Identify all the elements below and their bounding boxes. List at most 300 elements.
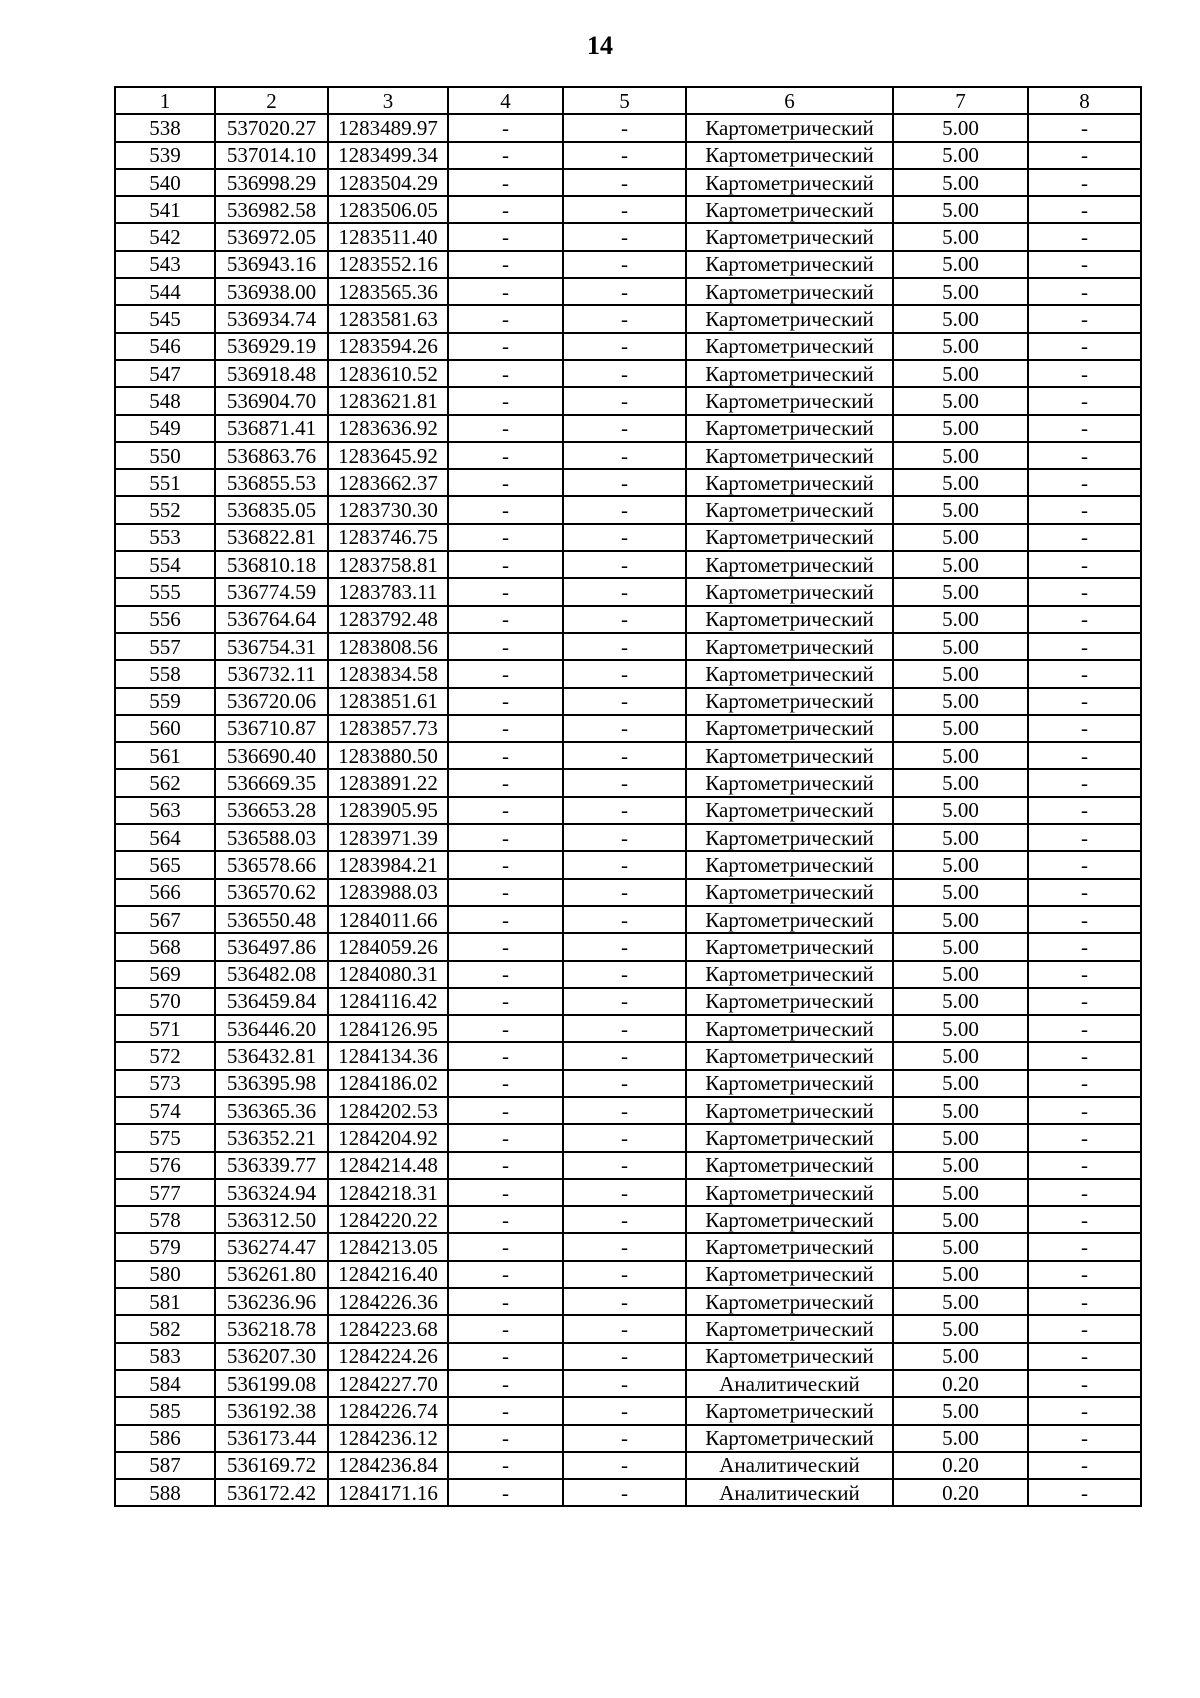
method-cell: Картометрический — [686, 1288, 893, 1315]
x-coordinate-cell: 536339.77 — [215, 1152, 328, 1179]
point-number-cell: 541 — [115, 196, 215, 223]
col4-cell: - — [448, 360, 563, 387]
y-coordinate-cell: 1284126.95 — [328, 1015, 448, 1042]
point-number-cell: 543 — [115, 251, 215, 278]
col8-cell: - — [1028, 1452, 1141, 1479]
col5-cell: - — [563, 524, 686, 551]
accuracy-cell: 5.00 — [893, 415, 1028, 442]
col4-cell: - — [448, 114, 563, 141]
method-cell: Картометрический — [686, 851, 893, 878]
col8-cell: - — [1028, 278, 1141, 305]
col5-cell: - — [563, 142, 686, 169]
point-number-cell: 549 — [115, 415, 215, 442]
y-coordinate-cell: 1283834.58 — [328, 660, 448, 687]
y-coordinate-cell: 1283504.29 — [328, 169, 448, 196]
point-number-cell: 580 — [115, 1261, 215, 1288]
col4-cell: - — [448, 169, 563, 196]
accuracy-cell: 5.00 — [893, 797, 1028, 824]
table-row — [115, 415, 1141, 442]
x-coordinate-cell: 536199.08 — [215, 1370, 328, 1397]
x-coordinate-cell: 536236.96 — [215, 1288, 328, 1315]
accuracy-cell: 5.00 — [893, 114, 1028, 141]
y-coordinate-cell: 1284226.74 — [328, 1397, 448, 1424]
accuracy-cell: 5.00 — [893, 769, 1028, 796]
y-coordinate-cell: 1283662.37 — [328, 469, 448, 496]
method-cell: Картометрический — [686, 1397, 893, 1424]
x-coordinate-cell: 536929.19 — [215, 333, 328, 360]
col4-cell: - — [448, 469, 563, 496]
method-cell: Картометрический — [686, 742, 893, 769]
point-number-cell: 554 — [115, 551, 215, 578]
table-row — [115, 961, 1141, 988]
accuracy-cell: 5.00 — [893, 496, 1028, 523]
col4-cell: - — [448, 1206, 563, 1233]
header-cell: 6 — [686, 87, 893, 114]
col5-cell: - — [563, 906, 686, 933]
col5-cell: - — [563, 1042, 686, 1069]
method-cell: Картометрический — [686, 961, 893, 988]
method-cell: Картометрический — [686, 442, 893, 469]
col4-cell: - — [448, 851, 563, 878]
col8-cell: - — [1028, 142, 1141, 169]
accuracy-cell: 5.00 — [893, 524, 1028, 551]
y-coordinate-cell: 1284216.40 — [328, 1261, 448, 1288]
x-coordinate-cell: 536938.00 — [215, 278, 328, 305]
method-cell: Картометрический — [686, 1042, 893, 1069]
y-coordinate-cell: 1283851.61 — [328, 688, 448, 715]
accuracy-cell: 5.00 — [893, 1097, 1028, 1124]
y-coordinate-cell: 1283565.36 — [328, 278, 448, 305]
point-number-cell: 557 — [115, 633, 215, 660]
accuracy-cell: 5.00 — [893, 1179, 1028, 1206]
method-cell: Картометрический — [686, 1124, 893, 1151]
col5-cell: - — [563, 633, 686, 660]
accuracy-cell: 5.00 — [893, 1425, 1028, 1452]
method-cell: Аналитический — [686, 1479, 893, 1506]
col4-cell: - — [448, 933, 563, 960]
col8-cell: - — [1028, 333, 1141, 360]
col8-cell: - — [1028, 114, 1141, 141]
col8-cell: - — [1028, 1070, 1141, 1097]
col8-cell: - — [1028, 1397, 1141, 1424]
col4-cell: - — [448, 715, 563, 742]
x-coordinate-cell: 536192.38 — [215, 1397, 328, 1424]
col8-cell: - — [1028, 578, 1141, 605]
col8-cell: - — [1028, 1288, 1141, 1315]
col8-cell: - — [1028, 933, 1141, 960]
method-cell: Аналитический — [686, 1370, 893, 1397]
method-cell: Картометрический — [686, 1315, 893, 1342]
col8-cell: - — [1028, 551, 1141, 578]
x-coordinate-cell: 536972.05 — [215, 223, 328, 250]
method-cell: Картометрический — [686, 1152, 893, 1179]
col5-cell: - — [563, 933, 686, 960]
col5-cell: - — [563, 1452, 686, 1479]
x-coordinate-cell: 536446.20 — [215, 1015, 328, 1042]
x-coordinate-cell: 536218.78 — [215, 1315, 328, 1342]
col4-cell: - — [448, 1343, 563, 1370]
x-coordinate-cell: 536732.11 — [215, 660, 328, 687]
x-coordinate-cell: 536710.87 — [215, 715, 328, 742]
col8-cell: - — [1028, 1370, 1141, 1397]
x-coordinate-cell: 536690.40 — [215, 742, 328, 769]
y-coordinate-cell: 1284080.31 — [328, 961, 448, 988]
col4-cell: - — [448, 1152, 563, 1179]
accuracy-cell: 5.00 — [893, 1124, 1028, 1151]
table-row — [115, 1288, 1141, 1315]
method-cell: Картометрический — [686, 797, 893, 824]
method-cell: Картометрический — [686, 879, 893, 906]
col4-cell: - — [448, 142, 563, 169]
col8-cell: - — [1028, 1124, 1141, 1151]
x-coordinate-cell: 536324.94 — [215, 1179, 328, 1206]
point-number-cell: 573 — [115, 1070, 215, 1097]
method-cell: Картометрический — [686, 633, 893, 660]
point-number-cell: 569 — [115, 961, 215, 988]
table-row — [115, 551, 1141, 578]
accuracy-cell: 5.00 — [893, 1315, 1028, 1342]
col8-cell: - — [1028, 688, 1141, 715]
point-number-cell: 574 — [115, 1097, 215, 1124]
header-cell: 2 — [215, 87, 328, 114]
method-cell: Картометрический — [686, 578, 893, 605]
col5-cell: - — [563, 223, 686, 250]
header-row — [115, 87, 1141, 114]
x-coordinate-cell: 536774.59 — [215, 578, 328, 605]
point-number-cell: 577 — [115, 1179, 215, 1206]
point-number-cell: 547 — [115, 360, 215, 387]
y-coordinate-cell: 1284134.36 — [328, 1042, 448, 1069]
col5-cell: - — [563, 169, 686, 196]
table-header — [115, 87, 1141, 114]
accuracy-cell: 5.00 — [893, 442, 1028, 469]
accuracy-cell: 5.00 — [893, 196, 1028, 223]
col5-cell: - — [563, 251, 686, 278]
table-row — [115, 387, 1141, 414]
table-row — [115, 169, 1141, 196]
x-coordinate-cell: 536352.21 — [215, 1124, 328, 1151]
accuracy-cell: 0.20 — [893, 1452, 1028, 1479]
col8-cell: - — [1028, 906, 1141, 933]
accuracy-cell: 5.00 — [893, 1015, 1028, 1042]
x-coordinate-cell: 536918.48 — [215, 360, 328, 387]
table-row — [115, 578, 1141, 605]
col5-cell: - — [563, 551, 686, 578]
col4-cell: - — [448, 524, 563, 551]
accuracy-cell: 5.00 — [893, 469, 1028, 496]
point-number-cell: 587 — [115, 1452, 215, 1479]
coordinates-table — [114, 86, 1142, 1507]
y-coordinate-cell: 1283746.75 — [328, 524, 448, 551]
table-row — [115, 278, 1141, 305]
table-row — [115, 633, 1141, 660]
point-number-cell: 552 — [115, 496, 215, 523]
x-coordinate-cell: 536261.80 — [215, 1261, 328, 1288]
y-coordinate-cell: 1283511.40 — [328, 223, 448, 250]
table-row — [115, 1370, 1141, 1397]
x-coordinate-cell: 536497.86 — [215, 933, 328, 960]
col4-cell: - — [448, 1070, 563, 1097]
col4-cell: - — [448, 578, 563, 605]
col4-cell: - — [448, 797, 563, 824]
point-number-cell: 558 — [115, 660, 215, 687]
col8-cell: - — [1028, 305, 1141, 332]
header-cell: 8 — [1028, 87, 1141, 114]
table-row — [115, 1343, 1141, 1370]
x-coordinate-cell: 536432.81 — [215, 1042, 328, 1069]
y-coordinate-cell: 1284220.22 — [328, 1206, 448, 1233]
col4-cell: - — [448, 251, 563, 278]
col5-cell: - — [563, 988, 686, 1015]
point-number-cell: 578 — [115, 1206, 215, 1233]
accuracy-cell: 5.00 — [893, 1152, 1028, 1179]
col4-cell: - — [448, 415, 563, 442]
method-cell: Картометрический — [686, 360, 893, 387]
table-row — [115, 524, 1141, 551]
table-row — [115, 797, 1141, 824]
col5-cell: - — [563, 578, 686, 605]
point-number-cell: 550 — [115, 442, 215, 469]
col4-cell: - — [448, 1097, 563, 1124]
table-row — [115, 1315, 1141, 1342]
accuracy-cell: 5.00 — [893, 988, 1028, 1015]
point-number-cell: 581 — [115, 1288, 215, 1315]
table-row — [115, 442, 1141, 469]
method-cell: Картометрический — [686, 988, 893, 1015]
accuracy-cell: 5.00 — [893, 333, 1028, 360]
point-number-cell: 540 — [115, 169, 215, 196]
accuracy-cell: 5.00 — [893, 1042, 1028, 1069]
col5-cell: - — [563, 769, 686, 796]
x-coordinate-cell: 536207.30 — [215, 1343, 328, 1370]
point-number-cell: 572 — [115, 1042, 215, 1069]
table-row — [115, 360, 1141, 387]
method-cell: Картометрический — [686, 196, 893, 223]
accuracy-cell: 5.00 — [893, 1261, 1028, 1288]
method-cell: Картометрический — [686, 824, 893, 851]
col8-cell: - — [1028, 1315, 1141, 1342]
point-number-cell: 560 — [115, 715, 215, 742]
col4-cell: - — [448, 1425, 563, 1452]
col4-cell: - — [448, 633, 563, 660]
point-number-cell: 571 — [115, 1015, 215, 1042]
point-number-cell: 588 — [115, 1479, 215, 1506]
col4-cell: - — [448, 1015, 563, 1042]
col5-cell: - — [563, 1397, 686, 1424]
method-cell: Картометрический — [686, 1206, 893, 1233]
point-number-cell: 544 — [115, 278, 215, 305]
col5-cell: - — [563, 278, 686, 305]
y-coordinate-cell: 1283880.50 — [328, 742, 448, 769]
col8-cell: - — [1028, 251, 1141, 278]
col5-cell: - — [563, 688, 686, 715]
col8-cell: - — [1028, 797, 1141, 824]
point-number-cell: 570 — [115, 988, 215, 1015]
x-coordinate-cell: 536904.70 — [215, 387, 328, 414]
accuracy-cell: 5.00 — [893, 578, 1028, 605]
point-number-cell: 542 — [115, 223, 215, 250]
accuracy-cell: 5.00 — [893, 1397, 1028, 1424]
col5-cell: - — [563, 660, 686, 687]
point-number-cell: 556 — [115, 606, 215, 633]
accuracy-cell: 5.00 — [893, 223, 1028, 250]
col8-cell: - — [1028, 1015, 1141, 1042]
col5-cell: - — [563, 1015, 686, 1042]
col5-cell: - — [563, 415, 686, 442]
col8-cell: - — [1028, 851, 1141, 878]
col8-cell: - — [1028, 223, 1141, 250]
point-number-cell: 561 — [115, 742, 215, 769]
y-coordinate-cell: 1284204.92 — [328, 1124, 448, 1151]
y-coordinate-cell: 1283891.22 — [328, 769, 448, 796]
y-coordinate-cell: 1283984.21 — [328, 851, 448, 878]
x-coordinate-cell: 536720.06 — [215, 688, 328, 715]
x-coordinate-cell: 536653.28 — [215, 797, 328, 824]
y-coordinate-cell: 1284186.02 — [328, 1070, 448, 1097]
col8-cell: - — [1028, 1097, 1141, 1124]
col4-cell: - — [448, 387, 563, 414]
col5-cell: - — [563, 1315, 686, 1342]
table-row — [115, 715, 1141, 742]
col8-cell: - — [1028, 524, 1141, 551]
method-cell: Картометрический — [686, 688, 893, 715]
col5-cell: - — [563, 1206, 686, 1233]
method-cell: Картометрический — [686, 1233, 893, 1260]
table-row — [115, 114, 1141, 141]
x-coordinate-cell: 536998.29 — [215, 169, 328, 196]
col4-cell: - — [448, 879, 563, 906]
col5-cell: - — [563, 606, 686, 633]
method-cell: Картометрический — [686, 387, 893, 414]
col4-cell: - — [448, 1452, 563, 1479]
col4-cell: - — [448, 1179, 563, 1206]
y-coordinate-cell: 1284011.66 — [328, 906, 448, 933]
col5-cell: - — [563, 305, 686, 332]
col5-cell: - — [563, 1124, 686, 1151]
method-cell: Картометрический — [686, 1070, 893, 1097]
point-number-cell: 586 — [115, 1425, 215, 1452]
col5-cell: - — [563, 797, 686, 824]
method-cell: Картометрический — [686, 524, 893, 551]
y-coordinate-cell: 1283645.92 — [328, 442, 448, 469]
col5-cell: - — [563, 851, 686, 878]
col8-cell: - — [1028, 469, 1141, 496]
accuracy-cell: 5.00 — [893, 851, 1028, 878]
col8-cell: - — [1028, 606, 1141, 633]
col8-cell: - — [1028, 1479, 1141, 1506]
accuracy-cell: 5.00 — [893, 660, 1028, 687]
col8-cell: - — [1028, 660, 1141, 687]
y-coordinate-cell: 1284223.68 — [328, 1315, 448, 1342]
col4-cell: - — [448, 1042, 563, 1069]
col4-cell: - — [448, 1479, 563, 1506]
col5-cell: - — [563, 1179, 686, 1206]
col4-cell: - — [448, 1315, 563, 1342]
y-coordinate-cell: 1283808.56 — [328, 633, 448, 660]
point-number-cell: 546 — [115, 333, 215, 360]
table-body — [115, 114, 1141, 1506]
accuracy-cell: 5.00 — [893, 961, 1028, 988]
col4-cell: - — [448, 223, 563, 250]
table-row — [115, 1452, 1141, 1479]
y-coordinate-cell: 1284226.36 — [328, 1288, 448, 1315]
x-coordinate-cell: 536982.58 — [215, 196, 328, 223]
col8-cell: - — [1028, 988, 1141, 1015]
x-coordinate-cell: 536395.98 — [215, 1070, 328, 1097]
table-row — [115, 469, 1141, 496]
x-coordinate-cell: 537014.10 — [215, 142, 328, 169]
table-row — [115, 606, 1141, 633]
y-coordinate-cell: 1284202.53 — [328, 1097, 448, 1124]
x-coordinate-cell: 536835.05 — [215, 496, 328, 523]
accuracy-cell: 5.00 — [893, 305, 1028, 332]
col5-cell: - — [563, 114, 686, 141]
table-row — [115, 933, 1141, 960]
x-coordinate-cell: 536764.64 — [215, 606, 328, 633]
col4-cell: - — [448, 1124, 563, 1151]
col4-cell: - — [448, 496, 563, 523]
point-number-cell: 545 — [115, 305, 215, 332]
point-number-cell: 538 — [115, 114, 215, 141]
table-row — [115, 1397, 1141, 1424]
point-number-cell: 559 — [115, 688, 215, 715]
header-cell: 3 — [328, 87, 448, 114]
y-coordinate-cell: 1283988.03 — [328, 879, 448, 906]
method-cell: Картометрический — [686, 551, 893, 578]
method-cell: Картометрический — [686, 415, 893, 442]
col8-cell: - — [1028, 1206, 1141, 1233]
col8-cell: - — [1028, 1152, 1141, 1179]
x-coordinate-cell: 536934.74 — [215, 305, 328, 332]
accuracy-cell: 5.00 — [893, 824, 1028, 851]
col8-cell: - — [1028, 879, 1141, 906]
method-cell: Картометрический — [686, 1015, 893, 1042]
col8-cell: - — [1028, 169, 1141, 196]
y-coordinate-cell: 1284227.70 — [328, 1370, 448, 1397]
y-coordinate-cell: 1283506.05 — [328, 196, 448, 223]
col5-cell: - — [563, 742, 686, 769]
method-cell: Картометрический — [686, 1425, 893, 1452]
y-coordinate-cell: 1284236.12 — [328, 1425, 448, 1452]
accuracy-cell: 5.00 — [893, 360, 1028, 387]
col5-cell: - — [563, 496, 686, 523]
col4-cell: - — [448, 278, 563, 305]
method-cell: Картометрический — [686, 1343, 893, 1370]
point-number-cell: 548 — [115, 387, 215, 414]
method-cell: Картометрический — [686, 333, 893, 360]
col8-cell: - — [1028, 1425, 1141, 1452]
header-cell: 1 — [115, 87, 215, 114]
table-row — [115, 660, 1141, 687]
col4-cell: - — [448, 824, 563, 851]
col4-cell: - — [448, 688, 563, 715]
point-number-cell: 568 — [115, 933, 215, 960]
method-cell: Картометрический — [686, 305, 893, 332]
method-cell: Картометрический — [686, 278, 893, 305]
x-coordinate-cell: 537020.27 — [215, 114, 328, 141]
col4-cell: - — [448, 1370, 563, 1397]
point-number-cell: 555 — [115, 578, 215, 605]
col5-cell: - — [563, 469, 686, 496]
x-coordinate-cell: 536312.50 — [215, 1206, 328, 1233]
col8-cell: - — [1028, 961, 1141, 988]
col8-cell: - — [1028, 496, 1141, 523]
y-coordinate-cell: 1284171.16 — [328, 1479, 448, 1506]
method-cell: Картометрический — [686, 114, 893, 141]
col8-cell: - — [1028, 196, 1141, 223]
point-number-cell: 551 — [115, 469, 215, 496]
table-row — [115, 851, 1141, 878]
